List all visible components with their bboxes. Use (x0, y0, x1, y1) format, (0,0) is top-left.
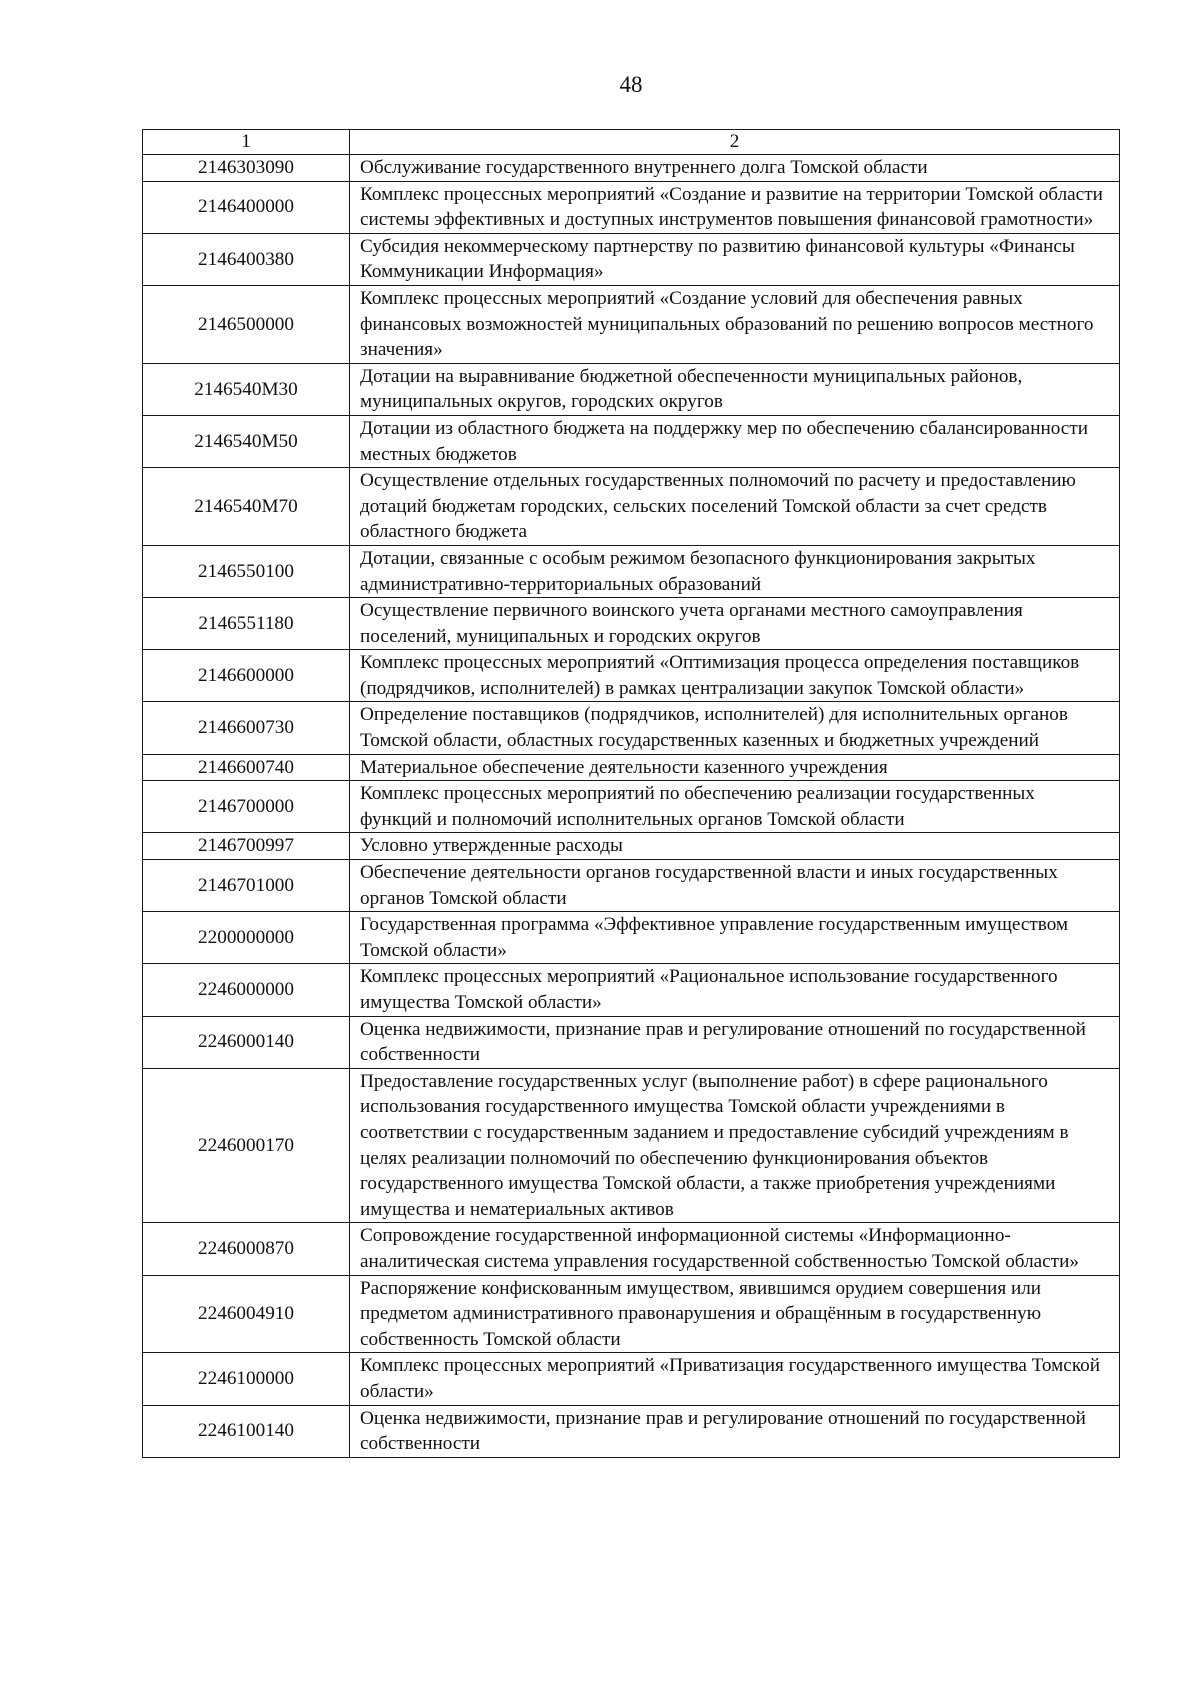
description-cell: Распоряжение конфискованным имуществом, явившимся орудием совершения или предметом административного правонарушения и обращённым в государственную собственность Томской области (350, 1275, 1120, 1353)
table-row (143, 1068, 1120, 1223)
code-cell: 2146600740 (143, 754, 350, 781)
code-cell: 2200000000 (143, 912, 350, 964)
description-cell: Субсидия некоммерческому партнерству по развитию финансовой культуры «Финансы Коммуникации Информация» (350, 233, 1120, 285)
table-row (143, 363, 1120, 415)
description-cell: Предоставление государственных услуг (выполнение работ) в сфере рационального использования государственного имущества Томской области учреждениями в соответствии с государственным заданием и предоставление субсидий учреждениям в целях реализации полномочий по обеспечению функционирования объектов государственного имущества Томской области, а также приобретения учреждениями имущества и нематериальных активов (350, 1068, 1120, 1223)
code-cell: 2246000170 (143, 1068, 350, 1223)
description-cell: Дотации из областного бюджета на поддержку мер по обеспечению сбалансированности местных бюджетов (350, 415, 1120, 467)
description-cell: Оценка недвижимости, признание прав и регулирование отношений по государственной собственности (350, 1016, 1120, 1068)
table-row (143, 1275, 1120, 1353)
table-row (143, 754, 1120, 781)
table-row (143, 1405, 1120, 1457)
code-cell: 2246100000 (143, 1353, 350, 1405)
code-cell: 2146550100 (143, 545, 350, 597)
description-cell: Осуществление первичного воинского учета органами местного самоуправления поселений, муниципальных и городских округов (350, 598, 1120, 650)
code-cell: 2146700997 (143, 833, 350, 860)
column-header-code: 1 (143, 130, 350, 155)
table-row (143, 1223, 1120, 1275)
code-cell: 2146701000 (143, 860, 350, 912)
code-cell: 2246000870 (143, 1223, 350, 1275)
code-cell: 2246000000 (143, 964, 350, 1016)
description-cell: Оценка недвижимости, признание прав и регулирование отношений по государственной собственности (350, 1405, 1120, 1457)
table-row (143, 468, 1120, 546)
description-cell: Комплекс процессных мероприятий «Создание и развитие на территории Томской области системы эффективных и доступных инструментов повышения финансовой грамотности» (350, 181, 1120, 233)
table-row (143, 545, 1120, 597)
description-cell: Дотации на выравнивание бюджетной обеспеченности муниципальных районов, муниципальных округов, городских округов (350, 363, 1120, 415)
description-cell: Комплекс процессных мероприятий по обеспечению реализации государственных функций и полномочий исполнительных органов Томской области (350, 781, 1120, 833)
description-cell: Комплекс процессных мероприятий «Приватизация государственного имущества Томской области» (350, 1353, 1120, 1405)
table-row (143, 415, 1120, 467)
code-cell: 2146540М30 (143, 363, 350, 415)
code-cell: 2146700000 (143, 781, 350, 833)
description-cell: Сопровождение государственной информационной системы «Информационно-аналитическая система управления государственной собственностью Томской области» (350, 1223, 1120, 1275)
table-row (143, 598, 1120, 650)
description-cell: Комплекс процессных мероприятий «Создание условий для обеспечения равных финансовых возможностей муниципальных образований по решению вопросов местного значения» (350, 285, 1120, 363)
description-cell: Обслуживание государственного внутреннего долга Томской области (350, 155, 1120, 182)
table-row (143, 860, 1120, 912)
table-row (143, 181, 1120, 233)
table-row (143, 233, 1120, 285)
column-header-description: 2 (350, 130, 1120, 155)
table-row (143, 912, 1120, 964)
table-row (143, 964, 1120, 1016)
table-row (143, 833, 1120, 860)
table-row (143, 650, 1120, 702)
code-cell: 2246000140 (143, 1016, 350, 1068)
code-cell: 2146400380 (143, 233, 350, 285)
description-cell: Обеспечение деятельности органов государственной власти и иных государственных органов Томской области (350, 860, 1120, 912)
code-cell: 2146500000 (143, 285, 350, 363)
description-cell: Дотации, связанные с особым режимом безопасного функционирования закрытых административно-территориальных образований (350, 545, 1120, 597)
description-cell: Определение поставщиков (подрядчиков, исполнителей) для исполнительных органов Томской области, областных государственных казенных и бюджетных учреждений (350, 702, 1120, 754)
description-cell: Государственная программа «Эффективное управление государственным имуществом Томской области» (350, 912, 1120, 964)
table-row (143, 285, 1120, 363)
code-cell: 2246100140 (143, 1405, 350, 1457)
description-cell: Комплекс процессных мероприятий «Рациональное использование государственного имущества Томской области» (350, 964, 1120, 1016)
code-cell: 2146540М50 (143, 415, 350, 467)
description-cell: Материальное обеспечение деятельности казенного учреждения (350, 754, 1120, 781)
code-cell: 2146551180 (143, 598, 350, 650)
description-cell: Условно утвержденные расходы (350, 833, 1120, 860)
page-number: 48 (619, 72, 643, 97)
table-header-row (143, 130, 1120, 155)
description-cell: Осуществление отдельных государственных полномочий по расчету и предоставлению дотаций бюджетам городских, сельских поселений Томской области за счет средств областного бюджета (350, 468, 1120, 546)
table-row (143, 702, 1120, 754)
code-cell: 2246004910 (143, 1275, 350, 1353)
code-cell: 2146400000 (143, 181, 350, 233)
code-cell: 2146303090 (143, 155, 350, 182)
code-cell: 2146600730 (143, 702, 350, 754)
table-row (143, 781, 1120, 833)
code-cell: 2146540М70 (143, 468, 350, 546)
table-row (143, 1016, 1120, 1068)
table-row (143, 155, 1120, 182)
budget-code-table (142, 129, 1120, 1458)
table-row (143, 1353, 1120, 1405)
code-cell: 2146600000 (143, 650, 350, 702)
description-cell: Комплекс процессных мероприятий «Оптимизация процесса определения поставщиков (подрядчиков, исполнителей) в рамках централизации закупок Томской области» (350, 650, 1120, 702)
